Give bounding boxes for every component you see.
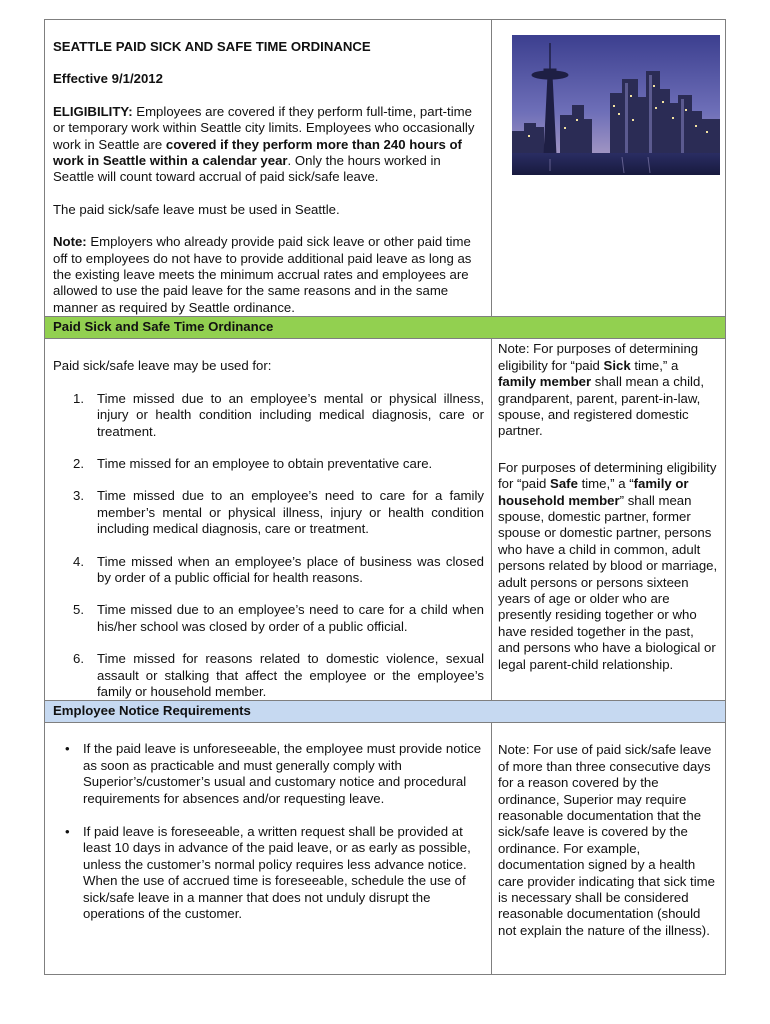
note-bold: Sick (603, 357, 631, 373)
uses-row (45, 339, 726, 701)
note-paragraph (53, 234, 484, 316)
list-item-number: 1. (73, 390, 84, 406)
eligibility-label: ELIGIBILITY: (53, 103, 133, 119)
section2-header-cell (45, 701, 726, 723)
note-text: For purposes of determining eligibility for “paid (498, 459, 717, 492)
list-item-text: Time missed due to an employee’s need to care for a child when his/her school was closed by order of a public official. (97, 602, 484, 634)
section1-header: Paid Sick and Safe Time Ordinance (53, 319, 274, 335)
notice-row (45, 723, 726, 975)
eligibility-text-1: Employees are covered if they perform full-time, part-time or temporary work within Seattle city limits. Employees who occasionally work in Seattle are (53, 103, 475, 152)
note-bold: Safe (550, 476, 578, 492)
note-text: Employers who already provide paid sick leave or other paid time off to employees do not have to provide additional paid leave as long as the existing leave meets the minimum accrual rates and employees are allowed to use the paid leave for the same reasons and in the same manner as required by Seattle ordinance. (53, 234, 472, 315)
section2-header: Employee Notice Requirements (53, 703, 251, 719)
bullet-icon: • (65, 824, 70, 839)
image-cell (492, 20, 726, 317)
section1-header-row (45, 317, 726, 339)
safe-household-note (498, 460, 719, 673)
document-page (44, 19, 725, 975)
family-definitions-cell (492, 339, 726, 701)
note-text: time,” a “ (577, 476, 634, 492)
list-item-text: Time missed when an employee’s place of business was closed by order of a public official for health reasons. (97, 553, 484, 585)
ordinance-table (44, 19, 726, 975)
uses-intro: Paid sick/safe leave may be used for: (53, 358, 272, 374)
list-item (53, 554, 484, 587)
notice-list (53, 741, 484, 922)
notice-cell (45, 723, 492, 975)
documentation-note-cell (492, 723, 726, 975)
eligibility-bold-text: covered if they perform more than 240 hours of work in Seattle within a calendar year (53, 136, 462, 169)
list-item-text: Time missed due to an employee’s mental or physical illness, injury or health condition including medical diagnosis, care or treatment. (97, 390, 484, 439)
list-item-number: 6. (73, 651, 84, 667)
bullet-icon: • (65, 741, 70, 757)
note-text: ” shall mean spouse, domestic partner, former spouse or domestic partner, persons who have a child in common, adult persons related by blood or marriage, adult persons or persons sixteen years of age or older who are presently residing together or who have resided together in the past, and persons who have a biological or legal parent-child relationship. (498, 492, 718, 672)
list-item-text: Time missed for an employee to obtain preventative care. (97, 455, 433, 471)
list-item-text: Time missed for reasons related to domestic violence, sexual assault or stalking that affect the employee or the employee’s family or household member. (97, 651, 484, 699)
sick-family-note (498, 341, 719, 439)
list-item (53, 488, 484, 537)
intro-row (45, 20, 726, 317)
list-item (53, 602, 484, 635)
seattle-skyline-image (512, 35, 720, 175)
eligibility-paragraph (53, 104, 484, 186)
must-use-seattle: The paid sick/safe leave must be used in Seattle. (53, 201, 340, 217)
list-item (53, 741, 484, 807)
note-text: time,” a (630, 357, 679, 373)
uses-cell (45, 339, 492, 701)
eligibility-text-2: . Only the hours worked in Seattle will count toward accrual of paid sick/safe leave. (53, 153, 441, 185)
note-text: shall mean a child, grandparent, parent, parent-in-law, spouse, and registered domestic partner. (498, 374, 704, 439)
note-bold: family member (498, 374, 592, 390)
list-item (53, 456, 484, 472)
list-item-number: 2. (73, 455, 84, 471)
list-item-text: If the paid leave is unforeseeable, the employee must provide notice as soon as practicable and must generally comply with Superior’s/customer’s usual and customary notice and procedural requirements for absences and/or requesting leave. (83, 741, 482, 806)
list-item (53, 651, 484, 700)
list-item (53, 824, 484, 922)
list-item-number: 4. (73, 553, 84, 569)
doc-title: SEATTLE PAID SICK AND SAFE TIME ORDINANCE (53, 39, 371, 54)
list-item-text: Time missed due to an employee’s need to care for a family member’s mental or physical illness, injury or health condition including medical diagnosis, care or treatment. (97, 488, 484, 537)
list-item-number: 3. (73, 488, 84, 504)
effective-date: Effective 9/1/2012 (53, 71, 163, 87)
section1-header-cell (45, 317, 726, 339)
note-label: Note: (53, 234, 87, 250)
list-item (53, 391, 484, 440)
intro-cell (45, 20, 492, 317)
section2-header-row (45, 701, 726, 723)
list-item-number: 5. (73, 602, 84, 618)
note-text: Note: For purposes of determining eligibility for “paid (498, 341, 699, 373)
list-item-text: If paid leave is foreseeable, a written request shall be provided at least 10 days in advance of the paid leave, or as early as possible, unless the customer’s normal policy requires less advance notice. When the use of accrued time is foreseeable, schedule the use of sick/safe leave in a manner that does not unduly disrupt the operations of the customer. (83, 824, 471, 922)
uses-list (53, 391, 484, 701)
documentation-note: Note: For use of paid sick/safe leave of more than three consecutive days for a reason covered by the ordinance, Superior may require reasonable documentation that the sick/safe leave is covered by the ordinance. For example, documentation signed by a health care provider indicating that sick time is necessary shall be considered reasonable documentation (should not explain the nature of the illness). (498, 742, 715, 938)
note-bold: family or household member (498, 476, 689, 508)
